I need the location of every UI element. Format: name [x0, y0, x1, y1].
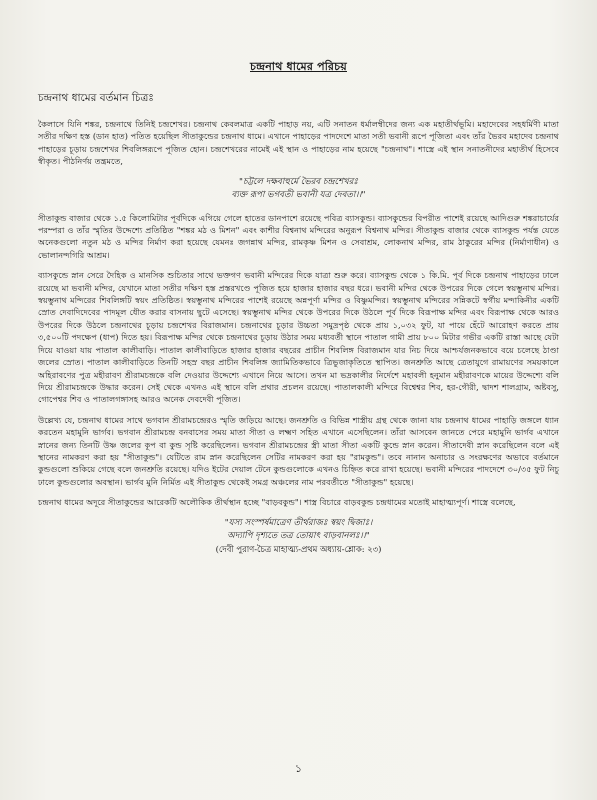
shloka-line: ব্যক্ত রূপা ভগবতী ভবানী যত্র দেবতা।।" [231, 189, 366, 200]
shloka-reference: (দেবী পুরাণ-চৈত্র মাহাত্ম্য-প্রথম অধ্যায়-শ্লোক: ২৩) [215, 543, 382, 554]
page-title: চন্দ্রনাথ ধামের পরিচয় [250, 60, 347, 73]
shloka-quote-2 [38, 517, 559, 556]
page-number: ১ [294, 762, 303, 775]
paragraph-sitakunda: উল্লেখ্য যে, চন্দ্রনাথ ধামের সাথে ভগবান শ্রীরামচন্দ্রেরও স্মৃতি জড়িয়ে আছে। জনশ্রুতি ও বিভিন্ন শাস্ত্রীয় গ্রন্থ থেকে জানা যায় চন্দ্রনাথ ধামের পাহাড়ি জঙ্গলে ধ্যান করতেন মহামুনি ভার্গব। ভগবান শ্রীরামচন্দ্র বনবাসের সময় মাতা সীতা ও লক্ষ্মণ সহিত এখানে এসেছিলেন। তাঁরা আসবেন জানতে পেরে মহামুনি ভার্গব এখানে স্নানের জন্য তিনটি উষ্ণ জলের কূপ বা কুন্ড সৃষ্টি করেছিলেন। ভগবান শ্রীরামচন্দ্রের স্ত্রী মাতা সীতা একটি কুন্ডে স্নান করেন। সীতাদেবী স্নান করেছিলেন বলে এই স্থানের নামকরণ করা হয় "সীতাকুন্ড"। যেটিতে রাম স্নান করেছিলেন সেটির নামকরণ করা হয় "রামকুন্ড"। তবে নানান অনাচার ও সংরক্ষণের অভাবে বর্তমানে কুন্ডগুলো শুকিয়ে গেছে বলে জনশ্রুতি রয়েছে। যদিও ইটের দেয়াল টেনে কুন্ডগুলোকে এখনও চিহ্নিত করে রাখা হয়েছে। ভবানী মন্দিরের পাদদেশে ৩০/৩৫ ফুট নিচু ঢালে কুন্ডগুলোর অবস্থান। ভার্গব মুনি নির্মিত এই সীতাকুন্ড থেকেই সমগ্র অঞ্চলের নাম পরবর্তীতে "সীতাকুন্ড" হয়েছে। [38, 414, 559, 487]
shloka-line: "চট্টলে দক্ষবাহুর্মে ভৈরব চন্দ্রশেখরঃ [239, 176, 358, 187]
section-heading: চন্দ্রনাথ ধামের বর্তমান চিত্রঃ [38, 92, 154, 104]
paragraph-barabakunda: চন্দ্রনাথ ধামের অদূরে সীতাকুন্ডের আরেকটি অলৌকিক তীর্থস্থান হচ্ছে "বাড়বকুন্ড"। শাস্ত্র বিচারে বাড়বকুন্ড চন্দ্রধামের মতোই মাহাত্ম্যপূর্ণ। শাস্ত্রে বলেছে, [38, 497, 516, 508]
paragraph-bhabani-temple: ব্যাসকুন্ডে স্নান সেরে দৈহিক ও মানসিক শুচিতার সাথে ভক্তগণ ভবানী মন্দিরের দিকে যাত্রা শুরু করে। ব্যাসকুন্ড থেকে ১ কি.মি. পূর্ব দিকে চন্দ্রনাথ পাহাড়ের ঢালে রয়েছে মা ভবানী মন্দির, যেখানে মাতা সতীর দক্ষিণ হস্ত প্রস্তরখণ্ডে পূজিত হয়ে হাজার হাজার বছর ধরে। ভবানী মন্দির থেকে উপরের দিকে গেলে স্বয়ম্ভুনাথ মন্দির। স্বয়ম্ভুনাথ মন্দিরের শিবলিঙ্গটি স্বয়ং প্রতিষ্ঠিত। স্বয়ম্ভুনাথ মন্দিরের পাশেই রয়েছে অন্নপূর্ণা মন্দির ও বিষ্ণুমন্দির। স্বয়ম্ভুনাথ মন্দিরের সন্নিকটে স্বর্গীয় মন্দাকিনীর একটি স্রোত দেবাদিদেবের পাদমূল ধৌত করার বাসনায় ছুটে এসেছে। স্বয়ম্ভুনাথ মন্দির থেকে উপরের দিকে উঠলে পূর্ব দিকে বিরূপাক্ষ মন্দির এবং বিরূপাক্ষ থেকে আরও উপরের দিকে উঠলে চন্দ্রনাথের চূড়ায় চন্দ্রশেখর বিরাজমান। চন্দ্রনাথের চূড়ার উচ্চতা সমুদ্রপৃষ্ঠ থেকে প্রায় ১,০৩২ ফুট, যা পায়ে হেঁটে আরোহণ করতে প্রায় ৩,৫০০টি পদক্ষেপ (ধাপ) দিতে হয়। বিরূপাক্ষ মন্দির থেকে চন্দ্রনাথের চূড়ায় উঠার সময় মধ্যবর্তী স্থানে পাতাল গামী প্রায় ৮০০ মিটার গভীর একটি রাস্তা আছে যেটা দিয়ে যাওয়া যায় পাতাল কালীবাড়ি। পাতাল কালীবাড়িতে হাজার হাজার বছরের প্রাচীন শিবলিঙ্গ বিরাজমান যার নিচ দিয়ে আশ্চর্যজনকভাবে বয়ে চলেছে ঠাণ্ডা জলের স্রোত। পাতাল কালীবাড়িতে তিনটি সহস্র বছর প্রাচীন শিবলিঙ্গ জ্যামিতিকভাবে ত্রিভুজাকৃতিতে স্থাপিত। জনশ্রুতি আছে ত্রেতাযুগে রামায়ণের সময়কালে অহিরাবণের পুত্র মহীরাবণ শ্রীরামচন্দ্রকে বলি দেওয়ার উদ্দেশ্যে এখানে নিয়ে আসে। তখন মা ভদ্রকালীর নির্দেশে মহাবলী হনুমান মহীরাবণকে মায়ের উদ্দেশ্যে বলি দিয়ে শ্রীরামচন্দ্রকে উদ্ধার করেন। সেই থেকে এখনও এই স্থানে বলি প্রথার প্রচলন রয়েছে। পাতালকালী মন্দিরে বিশ্বেশ্বর শিব, হর-গৌরী, দ্বাদশ শালগ্রাম, অষ্টবসু, গোপেশ্বর শিব ও পাতালগঙ্গাসহ আরও অনেক দেবদেবী পূজিত। [38, 270, 559, 405]
shloka-line: "যস্য সংস্পর্ষমাত্রেণ তীর্থরাজঃ স্বয়ং দ্বিজাঃ। [224, 517, 373, 528]
paragraph-intro: কৈলাসে যিনি শঙ্কর, চন্দ্রনাথে তিনিই চন্দ্রশেখর। চন্দ্রনাথ কেবলমাত্র একটি পাহাড় নয়, এটি সনাতন ধর্মালম্বীদের জন্য এক মহাতীর্থভূমি। মহাদেবের সহধর্মিণী মাতা সতীর দক্ষিণ হস্ত (ডান হাত) পতিত হয়েছিল সীতাকুন্ডের চন্দ্রনাথ ধামে। এখানে পাহাড়ের পাদদেশে মাতা সতী ভবানী রূপে পূজিতা এবং তাঁর ভৈরব মহাদেব চন্দ্রনাথ পাহাড়ের চূড়ায় চন্দ্রশেখর শিবলিঙ্গরূপে পূজিত হোন। চন্দ্রশেখরের নামেই এই স্থান ও পাহাড়ের নাম হয়েছে "চন্দ্রনাথ"। শাস্ত্রে এই স্থান সনাতনীদের মহাতীর্থ হিসেবে স্বীকৃত। পীঠনির্ণয় তন্ত্রমতে, [38, 119, 559, 167]
shloka-quote-1 [38, 176, 559, 202]
shloka-line: অদ্যাপি দৃশ্যতে তত্র তোয়াৎ বাড়বানলঃ।।" [227, 530, 370, 541]
paragraph-vyaskunda: সীতাকুন্ড বাজার থেকে ১.৫ কিলোমিটার পূর্বদিকে এগিয়ে গেলে হাতের ডানপাশে রয়েছে পবিত্র ব্যাসকুন্ড। ব্যাসকুন্ডের বিপরীত পাশেই রয়েছে আদিগুরু শঙ্করাচার্যের পরম্পরা ও তাঁর স্মৃতির উদ্দেশ্যে প্রতিষ্ঠিত "শঙ্কর মঠ ও মিশন" এবং কাশীর বিশ্বনাথ মন্দিরের অনুরূপ বিশ্বনাথ মন্দির। সীতাকুন্ড বাজার থেকে ব্যাসকুন্ড পর্যন্ত যেতে অনেকগুলো নতুন মঠ ও মন্দির নির্মাণ করা হয়েছে যেমনঃ জগন্নাথ মন্দির, রামকৃষ্ণ মিশন ও সেবাশ্রম, লোকনাথ মন্দির, রাম ঠাকুরের মন্দির (নির্মাণাধীন) ও ভোলানন্দগিরি আশ্রম। [38, 212, 559, 260]
